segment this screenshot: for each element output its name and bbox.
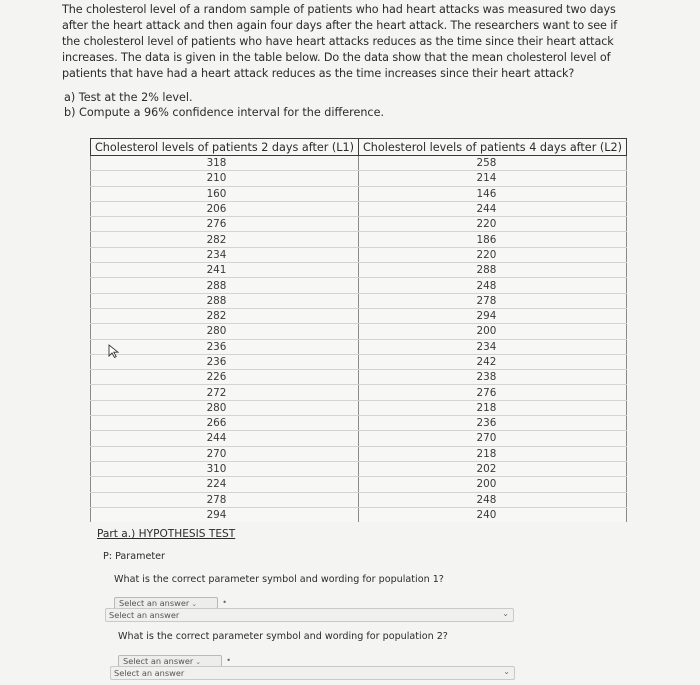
cell-value: 294: [476, 310, 497, 323]
table-row: [91, 385, 627, 400]
cell-value: 282: [206, 233, 227, 246]
cell-value: 220: [476, 248, 497, 261]
part-b-instruction: b) Compute a 96% confidence interval for the difference.: [64, 106, 385, 119]
select-value: Select an answer: [114, 668, 185, 678]
table-row: [91, 400, 627, 415]
table-row: [91, 492, 627, 507]
cell-l2: [358, 201, 626, 216]
cell-l1: [91, 370, 359, 385]
cell-l1: [91, 400, 359, 415]
status-dot-icon: •: [226, 656, 231, 665]
cell-l1: [91, 186, 359, 201]
cell-value: 218: [476, 401, 497, 414]
cell-l1: [91, 431, 359, 446]
cell-l2: [358, 186, 626, 201]
header-l1: Cholesterol levels of patients 2 days after (L1): [91, 139, 359, 156]
cell-value: 288: [206, 279, 227, 292]
table-body: [91, 156, 627, 523]
cell-l1: [91, 293, 359, 308]
part-a-instruction: a) Test at the 2% level.: [64, 91, 193, 104]
cell-l1: [91, 201, 359, 216]
cell-value: 280: [206, 325, 227, 338]
cell-l2: [358, 400, 626, 415]
cell-l2: [358, 232, 626, 247]
cell-l1: [91, 156, 359, 171]
cell-value: 282: [206, 310, 227, 323]
problem-statement: The cholesterol level of a random sample of patients who had heart attacks was measured two days after the heart attack and then again four days after the heart attack. The researchers want to see if the cholesterol level of patients who have heart attacks reduces as the time since their heart attack increases. The data is given in the table below. Do the data show that the mean cholesterol level of patients that have had a heart attack reduces as the time increases since their heart attack?: [62, 3, 618, 80]
cell-l2: [358, 477, 626, 492]
table-row: [91, 156, 627, 171]
dropdown-label: Select an answer: [123, 656, 194, 666]
cell-l1: [91, 507, 359, 522]
chevron-down-icon: ⌄: [191, 600, 198, 608]
cell-l1: [91, 385, 359, 400]
cell-l1: [91, 461, 359, 476]
table-row: [91, 278, 627, 293]
cell-l2: [358, 217, 626, 232]
cell-value: 224: [206, 478, 227, 491]
cell-l1: [91, 278, 359, 293]
cell-value: 294: [206, 508, 227, 521]
cell-value: 220: [476, 218, 497, 231]
header-l2: Cholesterol levels of patients 4 days after (L2): [358, 139, 626, 156]
table-row: [91, 416, 627, 431]
cell-value: 248: [476, 493, 497, 506]
chevron-down-icon: ⌄: [503, 667, 510, 676]
cell-l1: [91, 217, 359, 232]
cell-l1: [91, 446, 359, 461]
cell-value: 270: [206, 447, 227, 460]
table-row: [91, 171, 627, 186]
cell-value: 210: [206, 172, 227, 185]
cell-l1: [91, 492, 359, 507]
table-row: [91, 263, 627, 278]
cell-value: 200: [476, 478, 497, 491]
cell-value: 218: [476, 447, 497, 460]
cell-value: 160: [206, 187, 227, 200]
cell-l1: [91, 171, 359, 186]
cell-value: 186: [476, 233, 497, 246]
cell-l2: [358, 171, 626, 186]
cell-value: 318: [206, 157, 227, 170]
cell-l2: [358, 339, 626, 354]
cell-l1: [91, 232, 359, 247]
cell-value: 241: [206, 264, 227, 277]
cell-l2: [358, 492, 626, 507]
cell-value: 236: [206, 340, 227, 353]
table-row: [91, 339, 627, 354]
cell-value: 276: [476, 386, 497, 399]
table-row: [91, 247, 627, 262]
cell-l1: [91, 339, 359, 354]
cell-value: 242: [476, 356, 497, 368]
cell-value: 244: [476, 203, 497, 216]
population-2-select[interactable]: [110, 666, 515, 680]
cell-value: 206: [206, 203, 227, 216]
table-row: [91, 186, 627, 201]
cell-value: 258: [476, 157, 497, 170]
cell-value: 288: [206, 294, 227, 307]
cell-l2: [358, 308, 626, 323]
cell-l2: [358, 263, 626, 278]
cell-l2: [358, 431, 626, 446]
cell-value: 200: [476, 325, 497, 338]
cell-l1: [91, 263, 359, 278]
cell-value: 234: [206, 248, 227, 261]
cell-l1: [91, 247, 359, 262]
table-row: [91, 477, 627, 492]
cell-value: 310: [206, 463, 227, 476]
cell-l2: [358, 156, 626, 171]
table-row: [91, 507, 627, 522]
cell-value: 238: [476, 371, 497, 384]
table-row: [91, 324, 627, 339]
cell-l1: [91, 416, 359, 431]
cell-l2: [358, 247, 626, 262]
cell-l2: [358, 354, 626, 369]
table-header-row: [91, 139, 627, 156]
cholesterol-table: [90, 138, 627, 522]
cell-value: 214: [476, 172, 497, 185]
cell-l2: [358, 324, 626, 339]
table-row: [91, 201, 627, 216]
cell-value: 272: [206, 386, 227, 399]
table-row: [91, 232, 627, 247]
cell-value: 202: [476, 463, 497, 476]
cell-l2: [358, 370, 626, 385]
table-row: [91, 461, 627, 476]
cell-value: 270: [476, 432, 497, 445]
cell-value: 236: [476, 417, 497, 430]
table-row: [91, 217, 627, 232]
cell-value: 280: [206, 401, 227, 414]
parameter-label: P: Parameter: [103, 551, 165, 562]
cell-l1: [91, 477, 359, 492]
cell-l2: [358, 461, 626, 476]
cell-value: 276: [206, 218, 227, 231]
select-value: Select an answer: [109, 610, 180, 620]
chevron-down-icon: ⌄: [502, 609, 509, 618]
cell-l2: [358, 293, 626, 308]
table-row: [91, 370, 627, 385]
cell-l2: [358, 416, 626, 431]
cell-value: 236: [206, 356, 227, 368]
part-a-title: Part a.) HYPOTHESIS TEST: [97, 528, 236, 540]
cell-l1: [91, 324, 359, 339]
cell-value: 226: [206, 371, 227, 384]
cell-value: 288: [476, 264, 497, 277]
chevron-down-icon: ⌄: [195, 658, 202, 666]
cell-value: 248: [476, 279, 497, 292]
status-dot-icon: •: [222, 598, 227, 607]
cell-value: 244: [206, 432, 227, 445]
table-row: [91, 293, 627, 308]
cell-value: 278: [476, 294, 497, 307]
table-row: [91, 431, 627, 446]
cell-value: 278: [206, 493, 227, 506]
cell-l2: [358, 446, 626, 461]
population-1-select[interactable]: [105, 608, 514, 622]
cell-value: 234: [476, 340, 497, 353]
table-row: [91, 446, 627, 461]
cell-value: 146: [476, 187, 497, 200]
cell-value: 266: [206, 417, 227, 430]
cell-l2: [358, 385, 626, 400]
cell-value: 240: [476, 508, 497, 521]
cell-l1: [91, 354, 359, 369]
question-population-2: What is the correct parameter symbol and wording for population 2?: [118, 631, 448, 642]
table-row: [91, 308, 627, 323]
table-row: [91, 354, 627, 369]
question-population-1: What is the correct parameter symbol and wording for population 1?: [114, 574, 444, 585]
mouse-cursor-icon: [108, 344, 120, 358]
cell-l2: [358, 507, 626, 522]
cell-l1: [91, 308, 359, 323]
dropdown-label: Select an answer: [119, 598, 190, 608]
cell-l2: [358, 278, 626, 293]
